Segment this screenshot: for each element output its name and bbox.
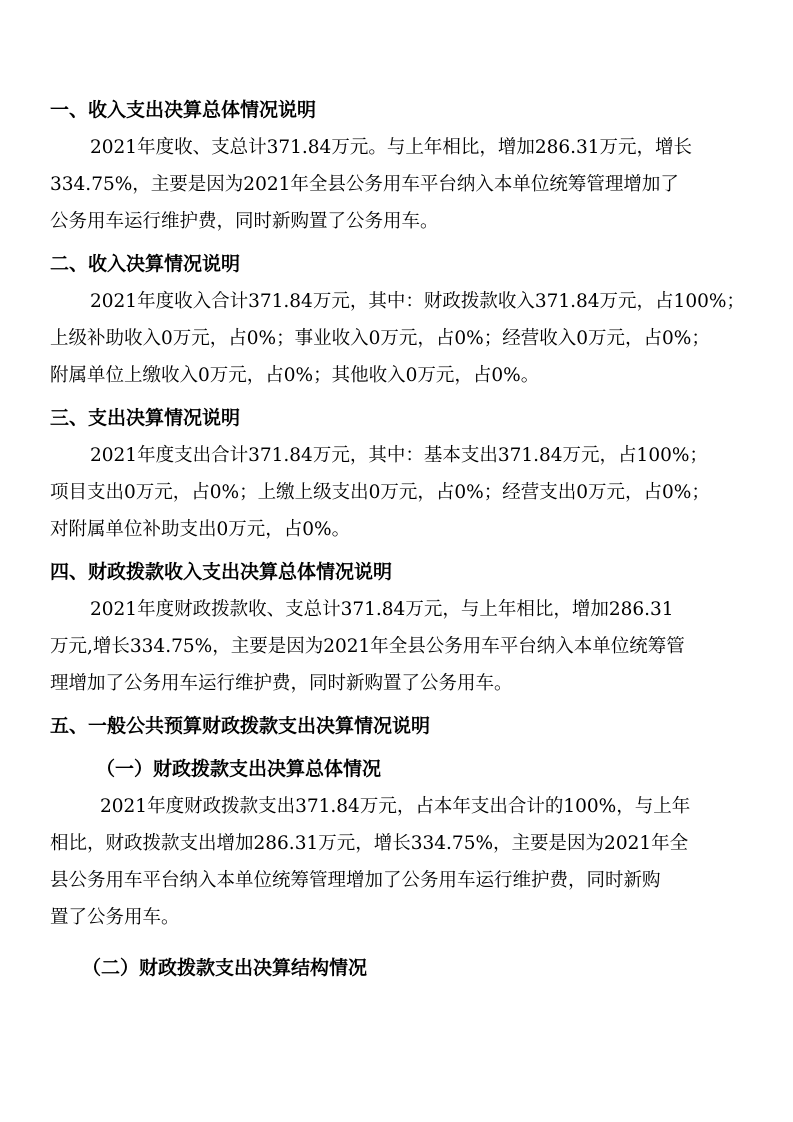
subsection-heading-1: （一）财政拨款支出决算总体情况 — [96, 758, 382, 780]
paragraph-line: 置了公务用车。 — [50, 907, 180, 928]
section-heading-1: 一、收入支出决算总体情况说明 — [50, 99, 317, 121]
section-heading-3: 三、支出决算情况说明 — [50, 407, 241, 429]
document-content — [50, 92, 750, 987]
paragraph-line: 项目支出0万元，占0%；上缴上级支出0万元，占0%；经营支出0万元，占0%； — [50, 482, 710, 503]
paragraph-line: 2021年度财政拨款支出371.84万元，占本年支出合计的100%，与上年 — [100, 796, 691, 817]
section-paragraph-4 — [50, 591, 750, 702]
paragraph-line: 理增加了公务用车运行维护费，同时新购置了公务用车。 — [50, 673, 513, 694]
paragraph-line: 上级补助收入0万元，占0%；事业收入0万元，占0%；经营收入0万元，占0%； — [50, 328, 710, 349]
section-heading-2: 二、收入决算情况说明 — [50, 253, 241, 275]
paragraph-line: 县公务用车平台纳入本单位统筹管理增加了公务用车运行维护费，同时新购 — [50, 870, 661, 891]
subsection-paragraph-1 — [50, 788, 750, 936]
paragraph-line: 2021年度财政拨款收、支总计371.84万元，与上年相比，增加286.31 — [90, 599, 674, 620]
paragraph-line: 2021年度支出合计371.84万元，其中：基本支出371.84万元，占100%； — [90, 445, 708, 466]
section-heading-4: 四、财政拨款收入支出决算总体情况说明 — [50, 561, 393, 583]
paragraph-line: 对附属单位补助支出0万元，占0%。 — [50, 519, 351, 540]
subsection-heading-2: （二）财政拨款支出决算结构情况 — [82, 957, 368, 979]
paragraph-line: 公务用车运行维护费，同时新购置了公务用车。 — [50, 211, 439, 232]
paragraph-line: 2021年度收、支总计371.84万元。与上年相比，增加286.31万元，增长 — [90, 137, 693, 158]
paragraph-line: 334.75%，主要是因为2021年全县公务用车平台纳入本单位统筹管理增加了 — [50, 174, 679, 195]
paragraph-line: 2021年度收入合计371.84万元，其中：财政拨款收入371.84万元，占100%； — [90, 291, 745, 312]
section-heading-5: 五、一般公共预算财政拨款支出决算情况说明 — [50, 715, 431, 737]
section-paragraph-3 — [50, 437, 750, 548]
paragraph-line: 万元,增长334.75%，主要是因为2021年全县公务用车平台纳入本单位统筹管 — [50, 636, 685, 657]
section-paragraph-1 — [50, 129, 750, 240]
paragraph-line: 相比，财政拨款支出增加286.31万元，增长334.75%，主要是因为2021年全 — [50, 833, 689, 854]
section-paragraph-2 — [50, 283, 750, 394]
paragraph-line: 附属单位上缴收入0万元，占0%；其他收入0万元，占0%。 — [50, 365, 540, 386]
